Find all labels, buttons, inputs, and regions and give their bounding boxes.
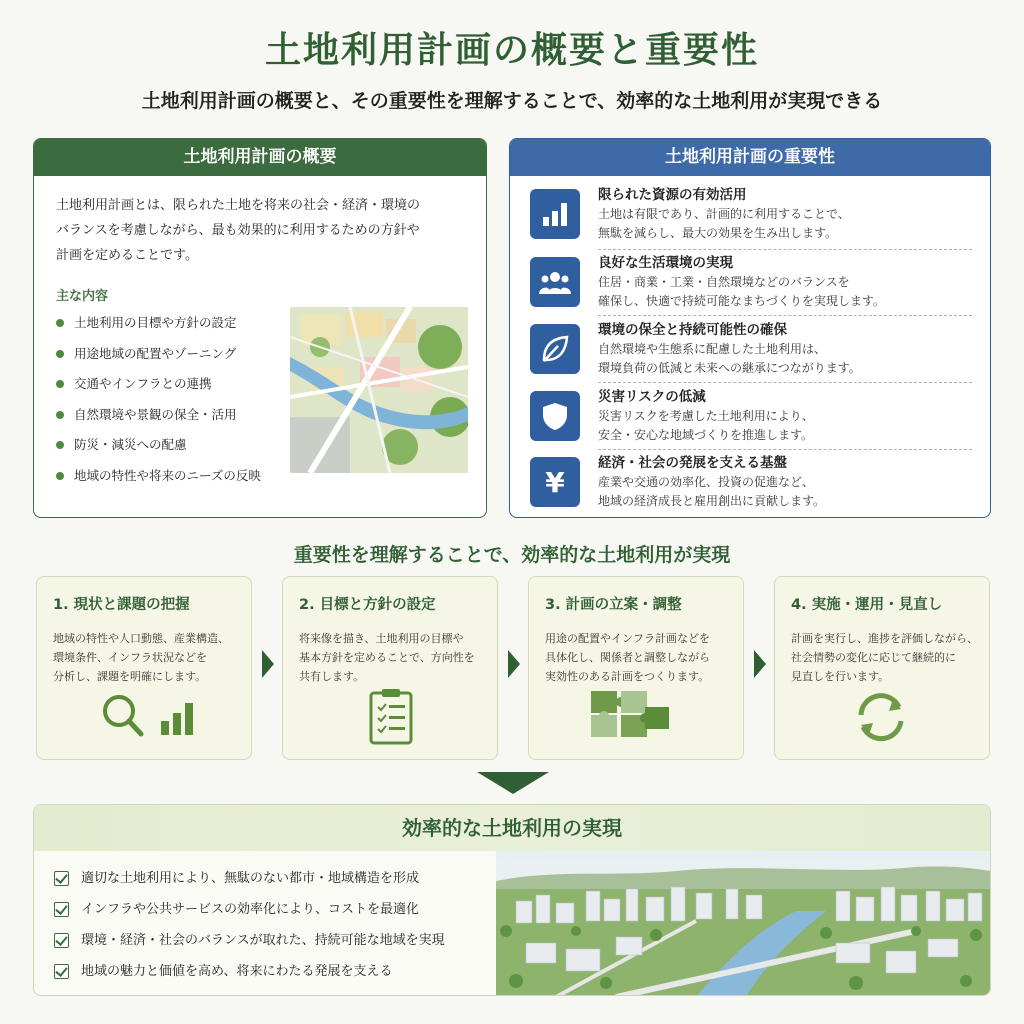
step-desc-line: 基本方針を定めることで、方向性を bbox=[299, 651, 475, 664]
list-item bbox=[56, 435, 261, 466]
list-item-label: 土地利用の目標や方針の設定 bbox=[74, 315, 237, 330]
importance-desc: 土地は有限であり、計画的に利用することで、 bbox=[598, 207, 850, 221]
overview-heading: 土地利用計画の概要 bbox=[34, 139, 486, 176]
importance-item bbox=[530, 387, 972, 454]
arrow-right-icon bbox=[754, 650, 766, 678]
overview-desc-line: 土地利用計画とは、限られた土地を将来の社会・経済・環境の bbox=[56, 198, 421, 213]
checkbox-icon bbox=[54, 964, 69, 979]
importance-title: 良好な生活環境の実現 bbox=[598, 255, 733, 271]
importance-item bbox=[530, 453, 972, 518]
result-panel bbox=[33, 804, 991, 996]
step-desc-line: 見直しを行います。 bbox=[791, 670, 890, 683]
process-step bbox=[528, 576, 744, 760]
importance-desc: 地域の経済成長と雇用創出に貢献します。 bbox=[598, 494, 826, 508]
bullet-icon bbox=[56, 472, 64, 480]
step-description bbox=[545, 629, 735, 686]
importance-item bbox=[530, 320, 972, 387]
list-item bbox=[56, 374, 261, 405]
importance-desc: 住居・商業・工業・自然環境などのバランスを bbox=[598, 275, 850, 289]
importance-desc: 環境負荷の低減と未来への継承につながります。 bbox=[598, 361, 861, 375]
divider bbox=[598, 449, 972, 450]
step-desc-line: 環境条件、インフラ状況などを bbox=[53, 651, 207, 664]
divider bbox=[598, 382, 972, 383]
list-item-label: 用途地域の配置やゾーニング bbox=[74, 345, 237, 361]
city-illustration-image bbox=[496, 851, 991, 996]
result-heading: 効率的な土地利用の実現 bbox=[34, 805, 990, 851]
arrow-right-icon bbox=[262, 650, 274, 678]
process-step bbox=[282, 576, 498, 760]
checkbox-icon bbox=[54, 871, 69, 886]
land-use-map-image bbox=[290, 307, 468, 473]
importance-desc: 自然環境や生態系に配慮した土地利用は、 bbox=[598, 342, 827, 356]
overview-panel bbox=[33, 138, 487, 518]
importance-title: 環境の保全と持続可能性の確保 bbox=[598, 322, 787, 338]
magnifier-chart-icon bbox=[37, 687, 253, 747]
step-title: 2. 目標と方針の設定 bbox=[299, 597, 436, 613]
step-desc-line: 用途の配置やインフラ計画などを bbox=[545, 632, 710, 645]
step-desc-line: 実効性のある計画をつくります。 bbox=[545, 670, 710, 683]
list-item bbox=[54, 925, 445, 956]
importance-title: 経済・社会の発展を支える基盤 bbox=[598, 455, 787, 471]
importance-desc: 災害リスクを考慮した土地利用により、 bbox=[598, 409, 814, 423]
step-title: 3. 計画の立案・調整 bbox=[545, 597, 682, 613]
step-title: 4. 実施・運用・見直し bbox=[791, 597, 943, 613]
puzzle-icon bbox=[529, 687, 745, 747]
list-item-label: 自然環境や景観の保全・活用 bbox=[74, 406, 237, 422]
step-description bbox=[299, 629, 489, 686]
overview-desc-line: 計画を定めることです。 bbox=[56, 248, 198, 263]
list-item bbox=[56, 313, 261, 344]
bullet-icon bbox=[56, 380, 64, 388]
list-item bbox=[56, 466, 261, 497]
importance-title: 災害リスクの低減 bbox=[598, 389, 706, 405]
page-title: 土地利用計画の概要と重要性 bbox=[264, 30, 759, 71]
bullet-icon bbox=[56, 319, 64, 327]
list-item-label: 地域の特性や将来のニーズの反映 bbox=[74, 467, 261, 483]
importance-item bbox=[530, 253, 972, 320]
list-item-label: 防災・減災への配慮 bbox=[74, 437, 187, 452]
list-item-label: 交通やインフラとの連携 bbox=[74, 376, 212, 391]
list-item-label: 適切な土地利用により、無駄のない都市・地域構造を形成 bbox=[81, 870, 420, 886]
main-contents-label: 主な内容 bbox=[56, 289, 109, 304]
importance-desc: 産業や交通の効率化、投資の促進など、 bbox=[598, 475, 815, 489]
list-item-label: 地域の魅力と価値を高め、将来にわたる発展を支える bbox=[81, 963, 393, 979]
leaf-icon bbox=[530, 324, 580, 374]
page-subtitle: 土地利用計画の概要と、その重要性を理解することで、効率的な土地利用が実現できる bbox=[141, 90, 883, 112]
bullet-icon bbox=[56, 350, 64, 358]
checkbox-icon bbox=[54, 902, 69, 917]
step-description bbox=[791, 629, 981, 686]
list-item bbox=[54, 956, 445, 987]
divider bbox=[598, 249, 972, 250]
overview-description bbox=[56, 193, 466, 268]
list-item bbox=[56, 344, 261, 375]
importance-item bbox=[530, 185, 972, 252]
process-heading: 重要性を理解することで、効率的な土地利用が実現 bbox=[293, 544, 731, 566]
importance-heading: 土地利用計画の重要性 bbox=[510, 139, 990, 176]
list-item-label: 環境・経済・社会のバランスが取れた、持続可能な地域を実現 bbox=[81, 932, 445, 948]
step-desc-line: 共有します。 bbox=[299, 670, 365, 683]
step-desc-line: 分析し、課題を明確にします。 bbox=[53, 670, 207, 683]
shield-icon bbox=[530, 391, 580, 441]
process-step bbox=[36, 576, 252, 760]
list-item bbox=[54, 894, 445, 925]
yen-icon: ¥ bbox=[530, 457, 580, 507]
importance-panel bbox=[509, 138, 991, 518]
arrow-down-icon bbox=[477, 772, 549, 794]
cycle-icon bbox=[775, 687, 991, 747]
importance-desc: 確保し、快適で持続可能なまちづくりを実現します。 bbox=[598, 294, 885, 308]
list-item bbox=[54, 863, 445, 894]
arrow-right-icon bbox=[508, 650, 520, 678]
step-title: 1. 現状と課題の把握 bbox=[53, 597, 190, 613]
people-icon bbox=[530, 257, 580, 307]
bullet-icon bbox=[56, 441, 64, 449]
step-desc-line: 社会情勢の変化に応じて継続的に bbox=[791, 651, 956, 664]
list-item bbox=[56, 405, 261, 436]
step-description bbox=[53, 629, 243, 686]
overview-desc-line: バランスを考慮しながら、最も効果的に利用するための方針や bbox=[56, 223, 420, 238]
main-contents-list bbox=[56, 313, 261, 496]
importance-title: 限られた資源の有効活用 bbox=[598, 187, 747, 203]
process-step bbox=[774, 576, 990, 760]
bar-chart-icon bbox=[530, 189, 580, 239]
importance-desc: 無駄を減らし、最大の効果を生み出します。 bbox=[598, 226, 838, 240]
step-desc-line: 計画を実行し、進捗を評価しながら、 bbox=[791, 632, 978, 645]
list-item-label: インフラや公共サービスの効率化により、コストを最適化 bbox=[81, 901, 420, 917]
clipboard-icon bbox=[283, 687, 499, 747]
divider bbox=[598, 315, 972, 316]
importance-desc: 安全・安心な地域づくりを推進します。 bbox=[598, 428, 814, 442]
result-list bbox=[54, 863, 445, 987]
step-desc-line: 将来像を描き、土地利用の目標や bbox=[299, 632, 464, 645]
checkbox-icon bbox=[54, 933, 69, 948]
bullet-icon bbox=[56, 411, 64, 419]
step-desc-line: 具体化し、関係者と調整しながら bbox=[545, 651, 710, 664]
step-desc-line: 地域の特性や人口動態、産業構造、 bbox=[53, 632, 229, 645]
